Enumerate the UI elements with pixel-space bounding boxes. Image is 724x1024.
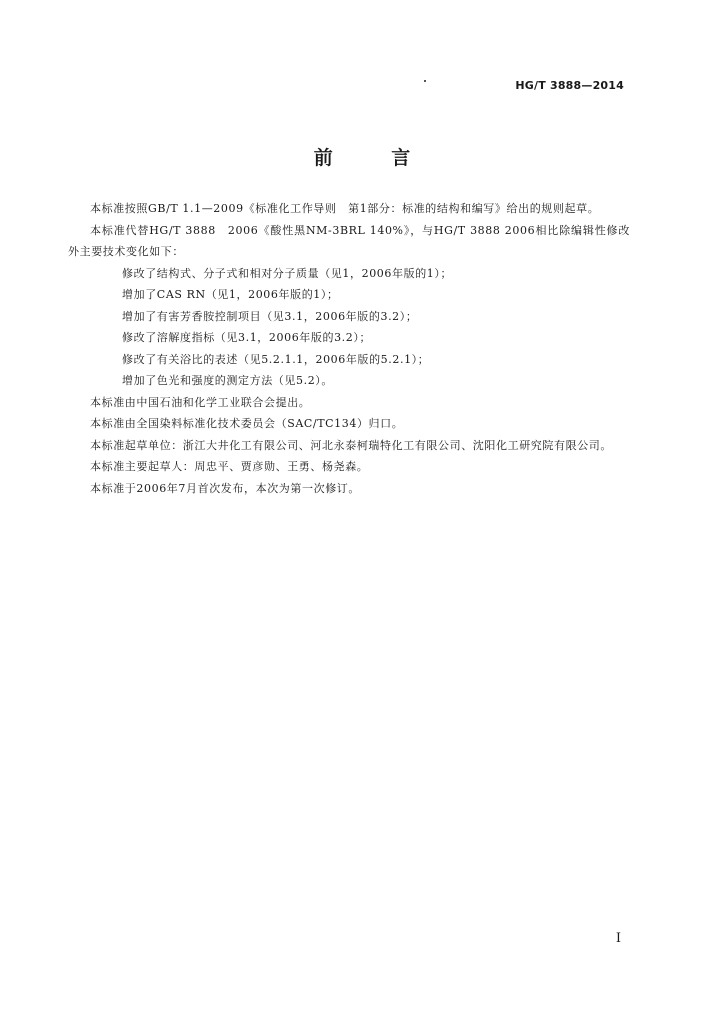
paragraph-drafting-units: 本标准起草单位：浙江大井化工有限公司、河北永泰柯瑞特化工有限公司、沈阳化工研究院有限公司。: [90, 438, 612, 452]
paragraph-replacement: 本标准代替HG/T 3888 2006《酸性黑NM-3BRL 140%》，与HG/T 3888 2006相比除编辑性修改外主要技术变化如下：: [68, 223, 630, 258]
list-item: 修改了有关浴比的表述（见5.2.1.1，2006年版的5.2.1）；: [122, 352, 430, 366]
paragraph-proposed-by: 本标准由中国石油和化学工业联合会提出。: [90, 395, 311, 409]
list-item: 修改了结构式、分子式和相对分子质量（见1，2006年版的1）；: [122, 266, 453, 280]
list-item: 修改了溶解度指标（见3.1，2006年版的3.2）；: [122, 331, 372, 344]
standard-code: HG/T 3888—2014: [515, 79, 624, 92]
foreword-body: [68, 198, 630, 499]
list-item: 增加了CAS RN（见1，2006年版的1）；: [122, 288, 339, 301]
list-item: 增加了有害芳香胺控制项目（见3.1，2006年版的3.2）；: [122, 309, 418, 323]
paragraph-drafting-rules: 本标准按照GB/T 1.1—2009《标准化工作导则 第1部分：标准的结构和编写》给出的规则起草。: [90, 202, 600, 215]
changes-list: [68, 263, 630, 392]
page-title: 前 言: [313, 147, 437, 169]
scan-speck: [424, 80, 426, 82]
paragraph-drafters: 本标准主要起草人：周忠平、贾彦勋、王勇、杨尧森。: [90, 460, 369, 473]
list-item: 增加了色光和强度的测定方法（见5.2）。: [122, 374, 333, 387]
paragraph-centralized-by: 本标准由全国染料标准化技术委员会（SAC/TC134）归口。: [90, 417, 404, 430]
paragraph-publication-history: 本标准于2006年7月首次发布，本次为第一次修订。: [90, 481, 360, 495]
page-number: I: [615, 931, 621, 946]
